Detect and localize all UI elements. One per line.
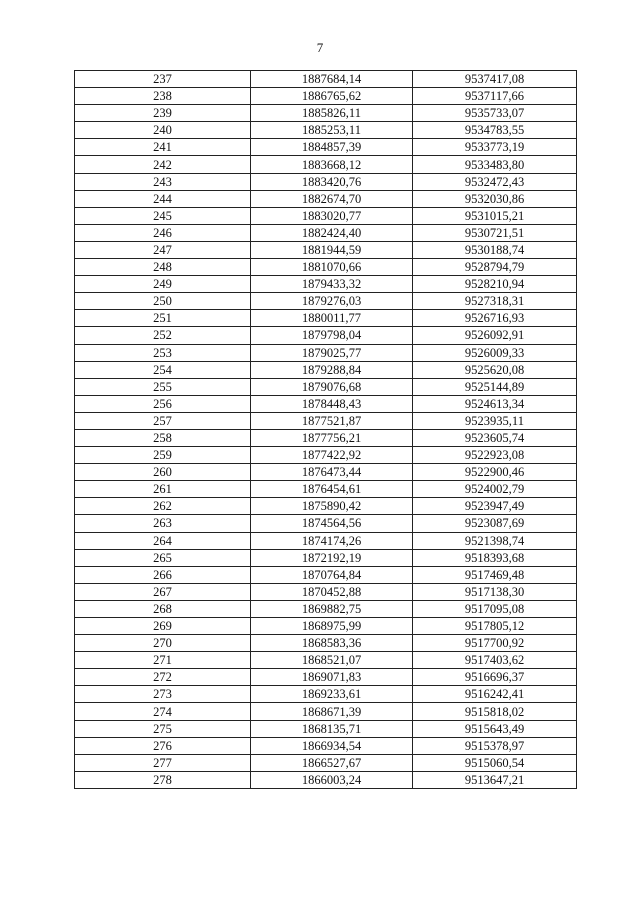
table-row — [75, 395, 577, 412]
y-coordinate-cell: 9533483,80 — [413, 156, 577, 173]
x-coordinate-cell: 1866003,24 — [251, 771, 413, 788]
table-row — [75, 190, 577, 207]
table-row — [75, 224, 577, 241]
point-number-cell: 249 — [75, 276, 251, 293]
point-number-cell: 242 — [75, 156, 251, 173]
table-row — [75, 447, 577, 464]
point-number-cell: 272 — [75, 669, 251, 686]
y-coordinate-cell: 9517469,48 — [413, 566, 577, 583]
point-number-cell: 271 — [75, 652, 251, 669]
table-row — [75, 276, 577, 293]
table-row — [75, 310, 577, 327]
point-number-cell: 256 — [75, 395, 251, 412]
x-coordinate-cell: 1876473,44 — [251, 464, 413, 481]
table-row — [75, 344, 577, 361]
table-row — [75, 549, 577, 566]
y-coordinate-cell: 9525620,08 — [413, 361, 577, 378]
table-row — [75, 771, 577, 788]
table-row — [75, 754, 577, 771]
y-coordinate-cell: 9523087,69 — [413, 515, 577, 532]
y-coordinate-cell: 9533773,19 — [413, 139, 577, 156]
x-coordinate-cell: 1872192,19 — [251, 549, 413, 566]
table-row — [75, 139, 577, 156]
y-coordinate-cell: 9526716,93 — [413, 310, 577, 327]
table-row — [75, 259, 577, 276]
y-coordinate-cell: 9523605,74 — [413, 429, 577, 446]
point-number-cell: 260 — [75, 464, 251, 481]
point-number-cell: 254 — [75, 361, 251, 378]
point-number-cell: 241 — [75, 139, 251, 156]
point-number-cell: 276 — [75, 737, 251, 754]
y-coordinate-cell: 9527318,31 — [413, 293, 577, 310]
point-number-cell: 243 — [75, 173, 251, 190]
table-row — [75, 498, 577, 515]
x-coordinate-cell: 1883668,12 — [251, 156, 413, 173]
y-coordinate-cell: 9526009,33 — [413, 344, 577, 361]
x-coordinate-cell: 1868135,71 — [251, 720, 413, 737]
x-coordinate-cell: 1876454,61 — [251, 481, 413, 498]
x-coordinate-cell: 1877756,21 — [251, 429, 413, 446]
y-coordinate-cell: 9517805,12 — [413, 618, 577, 635]
x-coordinate-cell: 1869071,83 — [251, 669, 413, 686]
point-number-cell: 257 — [75, 412, 251, 429]
x-coordinate-cell: 1883420,76 — [251, 173, 413, 190]
x-coordinate-cell: 1870764,84 — [251, 566, 413, 583]
y-coordinate-cell: 9522900,46 — [413, 464, 577, 481]
x-coordinate-cell: 1879433,32 — [251, 276, 413, 293]
table-row — [75, 532, 577, 549]
point-number-cell: 273 — [75, 686, 251, 703]
point-number-cell: 239 — [75, 105, 251, 122]
table-row — [75, 361, 577, 378]
point-number-cell: 274 — [75, 703, 251, 720]
x-coordinate-cell: 1868975,99 — [251, 618, 413, 635]
point-number-cell: 253 — [75, 344, 251, 361]
table-row — [75, 207, 577, 224]
y-coordinate-cell: 9523935,11 — [413, 412, 577, 429]
y-coordinate-cell: 9530188,74 — [413, 241, 577, 258]
point-number-cell: 255 — [75, 378, 251, 395]
table-row — [75, 378, 577, 395]
table-row — [75, 481, 577, 498]
point-number-cell: 245 — [75, 207, 251, 224]
table-row — [75, 720, 577, 737]
point-number-cell: 250 — [75, 293, 251, 310]
x-coordinate-cell: 1880011,77 — [251, 310, 413, 327]
point-number-cell: 267 — [75, 583, 251, 600]
x-coordinate-cell: 1868521,07 — [251, 652, 413, 669]
table-row — [75, 652, 577, 669]
table-row — [75, 327, 577, 344]
point-number-cell: 252 — [75, 327, 251, 344]
y-coordinate-cell: 9528210,94 — [413, 276, 577, 293]
x-coordinate-cell: 1882674,70 — [251, 190, 413, 207]
x-coordinate-cell: 1881944,59 — [251, 241, 413, 258]
point-number-cell: 263 — [75, 515, 251, 532]
y-coordinate-cell: 9530721,51 — [413, 224, 577, 241]
y-coordinate-cell: 9532472,43 — [413, 173, 577, 190]
point-number-cell: 251 — [75, 310, 251, 327]
table-row — [75, 71, 577, 88]
page-number: 7 — [316, 40, 324, 55]
x-coordinate-cell: 1869882,75 — [251, 600, 413, 617]
y-coordinate-cell: 9532030,86 — [413, 190, 577, 207]
y-coordinate-cell: 9528794,79 — [413, 259, 577, 276]
x-coordinate-cell: 1868583,36 — [251, 635, 413, 652]
point-number-cell: 264 — [75, 532, 251, 549]
table-row — [75, 105, 577, 122]
table-row — [75, 703, 577, 720]
x-coordinate-cell: 1879798,04 — [251, 327, 413, 344]
coordinates-table-body — [75, 71, 577, 789]
y-coordinate-cell: 9518393,68 — [413, 549, 577, 566]
table-row — [75, 122, 577, 139]
x-coordinate-cell: 1870452,88 — [251, 583, 413, 600]
table-row — [75, 464, 577, 481]
table-row — [75, 412, 577, 429]
y-coordinate-cell: 9522923,08 — [413, 447, 577, 464]
x-coordinate-cell: 1882424,40 — [251, 224, 413, 241]
point-number-cell: 265 — [75, 549, 251, 566]
x-coordinate-cell: 1884857,39 — [251, 139, 413, 156]
y-coordinate-cell: 9515378,97 — [413, 737, 577, 754]
y-coordinate-cell: 9525144,89 — [413, 378, 577, 395]
y-coordinate-cell: 9513647,21 — [413, 771, 577, 788]
y-coordinate-cell: 9524002,79 — [413, 481, 577, 498]
y-coordinate-cell: 9537117,66 — [413, 88, 577, 105]
y-coordinate-cell: 9515643,49 — [413, 720, 577, 737]
table-row — [75, 515, 577, 532]
x-coordinate-cell: 1869233,61 — [251, 686, 413, 703]
point-number-cell: 248 — [75, 259, 251, 276]
y-coordinate-cell: 9517095,08 — [413, 600, 577, 617]
x-coordinate-cell: 1877521,87 — [251, 412, 413, 429]
point-number-cell: 269 — [75, 618, 251, 635]
y-coordinate-cell: 9523947,49 — [413, 498, 577, 515]
x-coordinate-cell: 1878448,43 — [251, 395, 413, 412]
y-coordinate-cell: 9515060,54 — [413, 754, 577, 771]
table-row — [75, 618, 577, 635]
y-coordinate-cell: 9515818,02 — [413, 703, 577, 720]
table-row — [75, 241, 577, 258]
y-coordinate-cell: 9517138,30 — [413, 583, 577, 600]
point-number-cell: 247 — [75, 241, 251, 258]
point-number-cell: 275 — [75, 720, 251, 737]
y-coordinate-cell: 9517403,62 — [413, 652, 577, 669]
x-coordinate-cell: 1887684,14 — [251, 71, 413, 88]
coordinates-table — [74, 70, 577, 789]
table-row — [75, 566, 577, 583]
table-row — [75, 737, 577, 754]
y-coordinate-cell: 9517700,92 — [413, 635, 577, 652]
point-number-cell: 270 — [75, 635, 251, 652]
point-number-cell: 259 — [75, 447, 251, 464]
point-number-cell: 258 — [75, 429, 251, 446]
y-coordinate-cell: 9531015,21 — [413, 207, 577, 224]
point-number-cell: 278 — [75, 771, 251, 788]
table-row — [75, 156, 577, 173]
point-number-cell: 238 — [75, 88, 251, 105]
point-number-cell: 246 — [75, 224, 251, 241]
x-coordinate-cell: 1879288,84 — [251, 361, 413, 378]
x-coordinate-cell: 1877422,92 — [251, 447, 413, 464]
table-row — [75, 669, 577, 686]
y-coordinate-cell: 9516696,37 — [413, 669, 577, 686]
point-number-cell: 266 — [75, 566, 251, 583]
table-row — [75, 88, 577, 105]
x-coordinate-cell: 1866934,54 — [251, 737, 413, 754]
point-number-cell: 262 — [75, 498, 251, 515]
point-number-cell: 268 — [75, 600, 251, 617]
point-number-cell: 277 — [75, 754, 251, 771]
x-coordinate-cell: 1886765,62 — [251, 88, 413, 105]
y-coordinate-cell: 9534783,55 — [413, 122, 577, 139]
x-coordinate-cell: 1874174,26 — [251, 532, 413, 549]
x-coordinate-cell: 1885826,11 — [251, 105, 413, 122]
point-number-cell: 261 — [75, 481, 251, 498]
y-coordinate-cell: 9526092,91 — [413, 327, 577, 344]
x-coordinate-cell: 1879076,68 — [251, 378, 413, 395]
x-coordinate-cell: 1881070,66 — [251, 259, 413, 276]
table-row — [75, 600, 577, 617]
table-row — [75, 635, 577, 652]
x-coordinate-cell: 1879276,03 — [251, 293, 413, 310]
y-coordinate-cell: 9537417,08 — [413, 71, 577, 88]
x-coordinate-cell: 1875890,42 — [251, 498, 413, 515]
point-number-cell: 244 — [75, 190, 251, 207]
table-row — [75, 583, 577, 600]
y-coordinate-cell: 9524613,34 — [413, 395, 577, 412]
y-coordinate-cell: 9535733,07 — [413, 105, 577, 122]
table-row — [75, 293, 577, 310]
x-coordinate-cell: 1868671,39 — [251, 703, 413, 720]
x-coordinate-cell: 1883020,77 — [251, 207, 413, 224]
x-coordinate-cell: 1879025,77 — [251, 344, 413, 361]
table-row — [75, 429, 577, 446]
table-row — [75, 686, 577, 703]
table-row — [75, 173, 577, 190]
x-coordinate-cell: 1874564,56 — [251, 515, 413, 532]
y-coordinate-cell: 9521398,74 — [413, 532, 577, 549]
y-coordinate-cell: 9516242,41 — [413, 686, 577, 703]
x-coordinate-cell: 1885253,11 — [251, 122, 413, 139]
x-coordinate-cell: 1866527,67 — [251, 754, 413, 771]
point-number-cell: 237 — [75, 71, 251, 88]
point-number-cell: 240 — [75, 122, 251, 139]
